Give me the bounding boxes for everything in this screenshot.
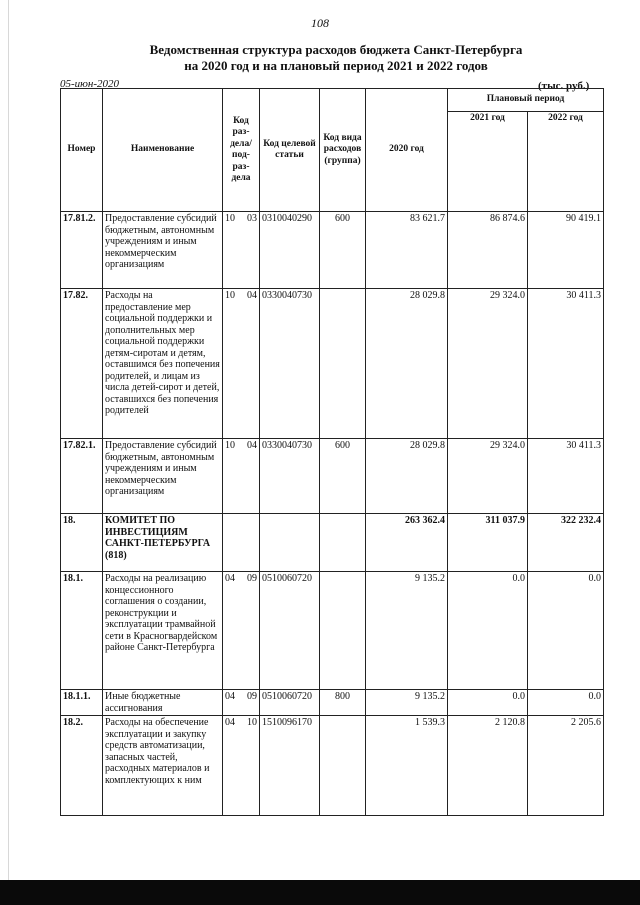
table-row [61, 514, 604, 572]
row-target-code [260, 514, 320, 572]
row-value-2022: 30 411.3 [528, 289, 604, 439]
row-value-2022: 30 411.3 [528, 439, 604, 514]
section-code: 10 [225, 290, 235, 301]
row-section-code [223, 716, 260, 816]
header-row [61, 89, 604, 112]
section-code: 10 [225, 213, 235, 224]
page-number: 108 [311, 16, 329, 30]
table-body [61, 212, 604, 816]
row-name: Расходы на реализацию концессионного соглашения о создании, реконструкции и эксплуатации трамвайной сети в Красногвардейском районе Санкт-Петербурга [103, 572, 223, 690]
table-row [61, 716, 604, 816]
row-number: 18.1.1. [61, 690, 103, 716]
budget-table [60, 88, 604, 816]
row-expense-kind: 600 [320, 439, 366, 514]
section-code: 10 [225, 440, 235, 451]
section-code: 04 [225, 573, 235, 584]
row-value-2022: 322 232.4 [528, 514, 604, 572]
row-number: 18.1. [61, 572, 103, 690]
subsection-code: 04 [247, 290, 257, 301]
row-value-2021: 29 324.0 [448, 439, 528, 514]
row-expense-kind [320, 716, 366, 816]
table-row [61, 439, 604, 514]
table-row [61, 572, 604, 690]
subsection-code: 09 [247, 573, 257, 584]
section-code: 04 [225, 717, 235, 728]
row-expense-kind: 600 [320, 212, 366, 289]
row-name: Расходы на обеспечение эксплуатации и закупку средств автоматизации, запасных частей, расходных материалов и комплектующих к ним [103, 716, 223, 816]
header-year-2020: 2020 год [366, 89, 448, 212]
row-value-2021: 0.0 [448, 690, 528, 716]
row-value-2020: 28 029.8 [366, 289, 448, 439]
row-expense-kind [320, 572, 366, 690]
row-name: Предоставление субсидий бюджетным, автономным учреждениям и иным некоммерческим организациям [103, 212, 223, 289]
row-value-2020: 1 539.3 [366, 716, 448, 816]
units-label: (тыс. руб.) [538, 80, 590, 92]
row-value-2020: 9 135.2 [366, 690, 448, 716]
row-section-code [223, 439, 260, 514]
row-section-code [223, 514, 260, 572]
row-name: Иные бюджетные ассигнования [103, 690, 223, 716]
row-target-code: 0330040730 [260, 289, 320, 439]
header-target-code: Код целевой статьи [260, 89, 320, 212]
row-section-code [223, 572, 260, 690]
row-name: Расходы на предоставление мер социальной поддержки и дополнительных мер социальной поддержки детям-сиротам и детям, оставшимся без попечения родителей, и лицам из числа детей-сирот и детей, оставшихся без попечения родителей [103, 289, 223, 439]
subsection-code: 03 [247, 213, 257, 224]
header-year-2022: 2022 год [528, 112, 604, 212]
row-target-code: 0510060720 [260, 690, 320, 716]
row-target-code: 0510060720 [260, 572, 320, 690]
section-code: 04 [225, 691, 235, 702]
scan-bottom-edge [0, 880, 640, 905]
header-number: Номер [61, 89, 103, 212]
row-value-2021: 86 874.6 [448, 212, 528, 289]
row-value-2022: 90 419.1 [528, 212, 604, 289]
row-value-2021: 2 120.8 [448, 716, 528, 816]
title-line-1: Ведомственная структура расходов бюджета Санкт-Петербурга [149, 42, 523, 57]
document-title [0, 42, 640, 74]
header-section-code: Код раз-дела/ под-раз-дела [223, 89, 260, 212]
row-value-2020: 9 135.2 [366, 572, 448, 690]
row-number: 17.82.1. [61, 439, 103, 514]
table-row [61, 690, 604, 716]
row-expense-kind [320, 289, 366, 439]
row-expense-kind [320, 514, 366, 572]
document-date: 05-июн-2020 [60, 78, 120, 90]
row-value-2022: 0.0 [528, 690, 604, 716]
row-expense-kind: 800 [320, 690, 366, 716]
row-value-2021: 29 324.0 [448, 289, 528, 439]
title-line-2: на 2020 год и на плановый период 2021 и 2022 годов [184, 58, 488, 73]
row-value-2021: 311 037.9 [448, 514, 528, 572]
row-target-code: 1510096170 [260, 716, 320, 816]
header-name: Наименование [103, 89, 223, 212]
row-name: КОМИТЕТ ПО ИНВЕСТИЦИЯМ САНКТ-ПЕТЕРБУРГА (818) [103, 514, 223, 572]
scan-edge-line [8, 0, 9, 905]
row-value-2020: 83 621.7 [366, 212, 448, 289]
row-section-code [223, 690, 260, 716]
row-number: 18.2. [61, 716, 103, 816]
row-number: 17.82. [61, 289, 103, 439]
row-value-2022: 0.0 [528, 572, 604, 690]
row-value-2021: 0.0 [448, 572, 528, 690]
header-year-2021: 2021 год [448, 112, 528, 212]
table-row [61, 212, 604, 289]
row-section-code [223, 212, 260, 289]
row-value-2022: 2 205.6 [528, 716, 604, 816]
row-number: 17.81.2. [61, 212, 103, 289]
subsection-code: 04 [247, 440, 257, 451]
row-target-code: 0330040730 [260, 439, 320, 514]
row-section-code [223, 289, 260, 439]
row-value-2020: 263 362.4 [366, 514, 448, 572]
header-plan-period: Плановый период [448, 89, 604, 112]
row-number: 18. [61, 514, 103, 572]
subsection-code: 09 [247, 691, 257, 702]
subsection-code: 10 [247, 717, 257, 728]
header-expense-kind-code: Код вида расходов (группа) [320, 89, 366, 212]
row-target-code: 0310040290 [260, 212, 320, 289]
table-row [61, 289, 604, 439]
row-value-2020: 28 029.8 [366, 439, 448, 514]
row-name: Предоставление субсидий бюджетным, автономным учреждениям и иным некоммерческим организациям [103, 439, 223, 514]
